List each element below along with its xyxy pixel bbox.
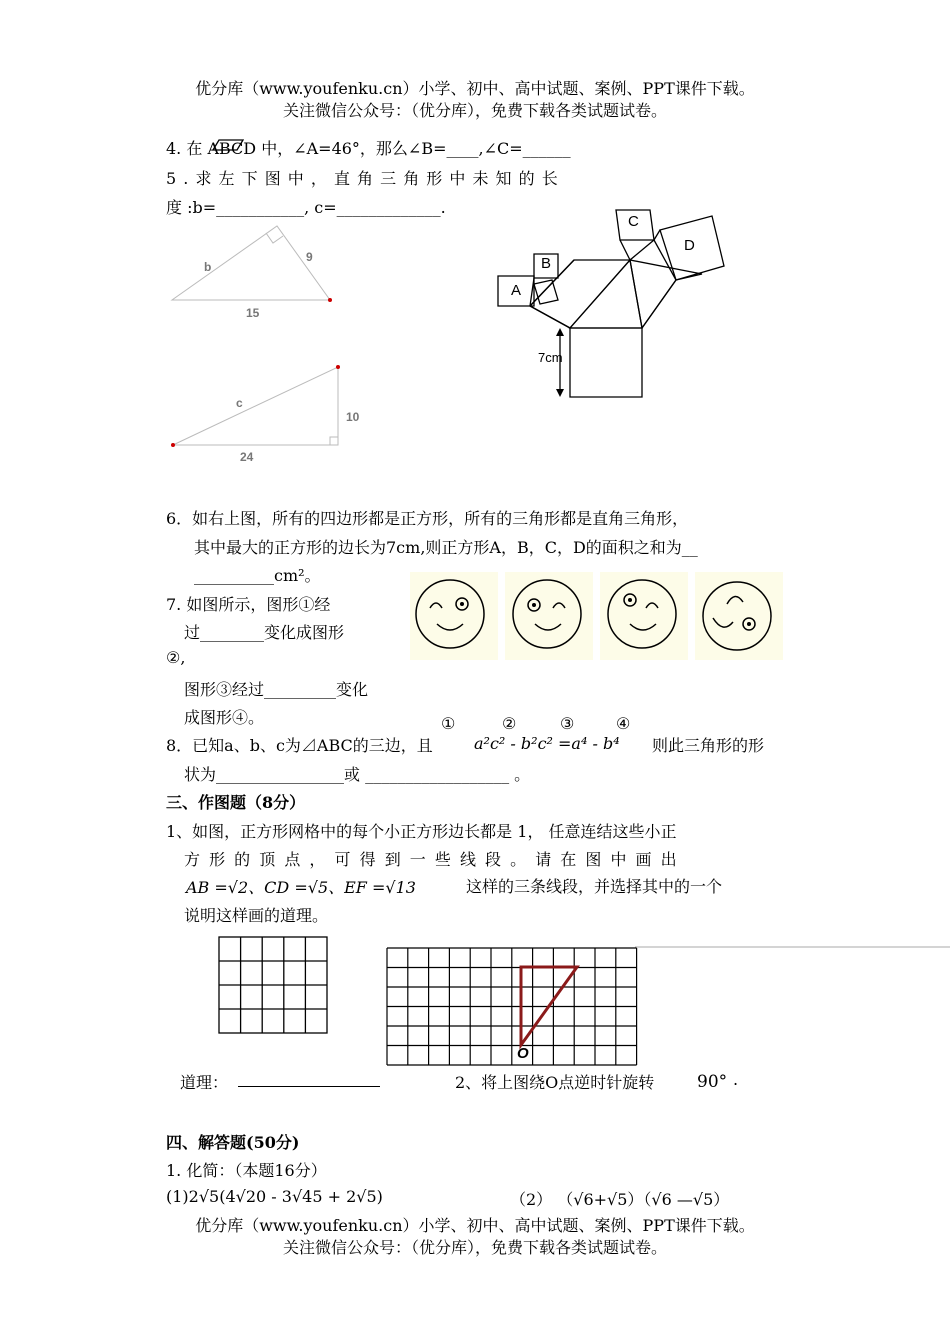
question-6-line-3: __________cm²。 xyxy=(194,566,321,585)
header-line-1: 优分库（www.youfenku.cn）小学、初中、高中试题、案例、PPT课件下载。 xyxy=(195,79,755,98)
question-6-line-2: 其中最大的正方形的边长为7cm,则正方形A，B，C，D的面积之和为__ xyxy=(194,538,698,557)
footer-line-2: 关注微信公众号：（优分库），免费下载各类试题试卷。 xyxy=(282,1238,667,1257)
section-4-part-1: (1)2√5(4√20 - 3√45 + 2√5) xyxy=(166,1187,383,1206)
section-4-q1: 1. 化简：（本题16分） xyxy=(166,1161,327,1180)
question-7-line-5: 成图形④。 xyxy=(184,708,265,727)
question-8-formula: a²c² - b²c² =a⁴ - b⁴ xyxy=(474,734,620,753)
parallelogram-icon xyxy=(212,137,244,153)
smiley-face-2 xyxy=(505,572,593,660)
label-9: 9 xyxy=(306,250,313,264)
footer-line-1: 优分库（www.youfenku.cn）小学、初中、高中试题、案例、PPT课件下载。 xyxy=(195,1216,755,1235)
question-8-line-2: 状为________________或 __________________ 。 xyxy=(184,765,531,784)
label-b: b xyxy=(204,260,212,274)
section-3-q1-line-3: 这样的三条线段，并选择其中的一个 xyxy=(466,877,723,896)
smiley-face-1 xyxy=(410,572,498,660)
section-3-q2-angle: 90° xyxy=(697,1072,728,1092)
section-4-title: 四、解答题(50分) xyxy=(166,1133,300,1152)
label-15: 15 xyxy=(246,306,260,320)
label-C: C xyxy=(628,213,639,230)
section-4-part-2: （2） （√6+√5）（√6 —√5） xyxy=(510,1190,730,1209)
section-3-q1-line-2: 方 形 的 顶 点 ， 可 得 到 一 些 线 段 。 请 在 图 中 画 出 xyxy=(184,850,679,869)
question-8-post: 则此三角形的形 xyxy=(652,736,765,755)
section-3-q1-formula: AB =√2、CD =√5、EF =√13 xyxy=(186,878,416,897)
face-label-4: ④ xyxy=(616,714,631,733)
pythagoras-squares-figure xyxy=(490,200,730,405)
question-5-line-1: 5 . 求 左 下 图 中 ， 直 角 三 角 形 中 未 知 的 长 xyxy=(166,169,559,188)
header-line-2: 关注微信公众号：（优分库），免费下载各类试题试卷。 xyxy=(282,101,667,120)
section-3-q1-line-4: 说明这样画的道理。 xyxy=(184,906,329,925)
question-8-pre: 8．已知a、b、c为⊿ABC的三边，且 xyxy=(166,736,433,755)
right-triangle-1 xyxy=(160,215,360,325)
question-7-line-1: 7. 如图所示，图形①经 xyxy=(166,595,331,614)
question-4: 4. 在 ABCD 中，∠A=46°，那么∠B=____,∠C=______ xyxy=(166,139,571,158)
section-3-title: 三、作图题（8分） xyxy=(166,793,306,812)
smiley-face-4 xyxy=(695,572,783,660)
section-3-q2: 2、将上图绕O点逆时针旋转 xyxy=(455,1073,655,1092)
question-7-line-4: 图形③经过_________变化 xyxy=(184,680,369,699)
question-5-line-2: 度 :b=___________, c=_____________. xyxy=(166,198,446,217)
label-10: 10 xyxy=(346,410,360,424)
question-7-line-3: ②, xyxy=(166,648,186,667)
small-grid xyxy=(218,936,330,1036)
section-3-q1-line-1: 1、如图，正方形网格中的每个小正方形边长都是 1， 任意连结这些小正 xyxy=(166,822,677,841)
label-7cm: 7cm xyxy=(538,350,563,365)
face-label-3: ③ xyxy=(560,714,575,733)
question-7-line-2: 过________变化成图形 xyxy=(184,623,345,642)
label-D: D xyxy=(684,237,695,254)
label-B: B xyxy=(541,255,552,272)
face-label-2: ② xyxy=(502,714,517,733)
right-triangle-2 xyxy=(160,355,380,470)
reason-label: 道理： xyxy=(180,1073,229,1092)
label-O: O xyxy=(517,1045,529,1062)
large-grid xyxy=(385,946,950,1066)
question-6-line-1: 6．如右上图，所有的四边形都是正方形，所有的三角形都是直角三角形， xyxy=(166,509,689,528)
section-3-q2-end: . xyxy=(733,1070,739,1089)
label-24: 24 xyxy=(240,450,254,464)
reason-blank[interactable] xyxy=(238,1086,380,1087)
label-A: A xyxy=(511,282,522,299)
face-label-1: ① xyxy=(441,714,456,733)
smiley-face-3 xyxy=(600,572,688,660)
label-c: c xyxy=(236,396,243,410)
